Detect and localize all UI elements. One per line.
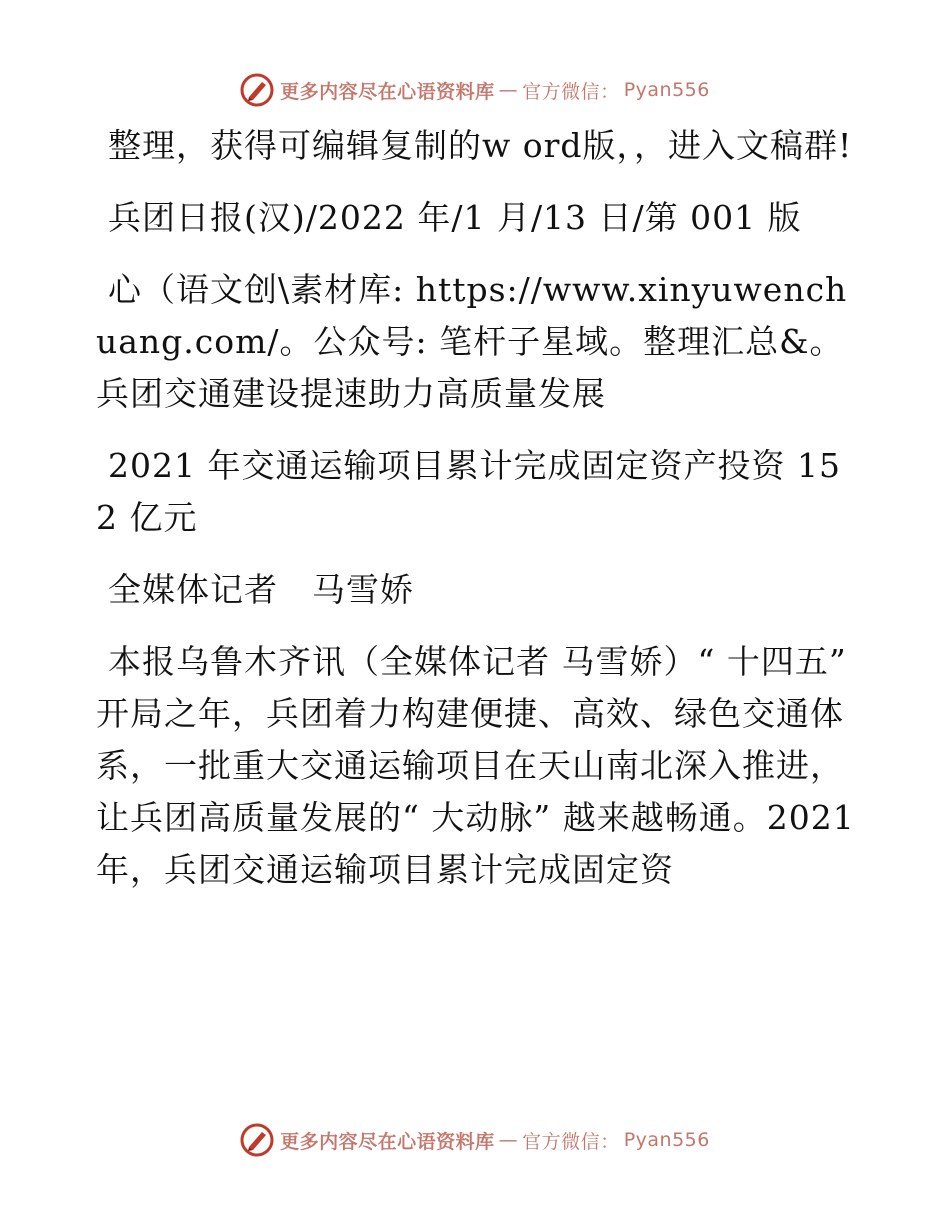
footer-watermark-banner xyxy=(0,1120,950,1160)
banner-separator: — xyxy=(498,79,519,101)
paragraph-source-line: 兵团日报(汉)/2022 年/1 月/13 日/第 001 版 xyxy=(108,198,802,237)
banner-wechat-label: 官方微信： xyxy=(522,80,620,103)
pen-logo-icon xyxy=(240,73,274,107)
header-watermark-banner xyxy=(0,70,950,110)
paragraph-intro: 整理，获得可编辑复制的w ord版，，进入文稿群! xyxy=(108,126,853,165)
banner-site-name: 更多内容尽在心语资料库 xyxy=(280,1130,495,1153)
paragraph-subtitle: 2021 年交通运输项目累计完成固定资产投资 152 亿元 xyxy=(96,446,841,537)
banner-site-name: 更多内容尽在心语资料库 xyxy=(280,80,495,103)
banner-wechat-id: Pyan556 xyxy=(623,79,710,101)
paragraph-byline: 全媒体记者 马雪娇 xyxy=(108,570,414,609)
pen-logo-icon xyxy=(240,1123,274,1157)
paragraph-title: 心（语文创\素材库: https://www.xinyuwenchuang.com/。公众号: 笔杆子星域。整理汇总&。兵团交通建设提速助力高质量发展 xyxy=(96,270,848,413)
banner-wechat-label: 官方微信： xyxy=(522,1130,620,1153)
banner-wechat-id: Pyan556 xyxy=(623,1129,710,1151)
paragraph-body: 本报乌鲁木齐讯（全媒体记者 马雪娇）“ 十四五” 开局之年，兵团着力构建便捷、高效、绿色交通体系，一批重大交通运输项目在天山南北深入推进，让兵团高质量发展的“ 大动脉” 越来越畅通。2021 年，兵团交通运输项目累计完成固定资 xyxy=(96,642,855,889)
document-body xyxy=(96,120,856,916)
banner-separator: — xyxy=(498,1129,519,1151)
